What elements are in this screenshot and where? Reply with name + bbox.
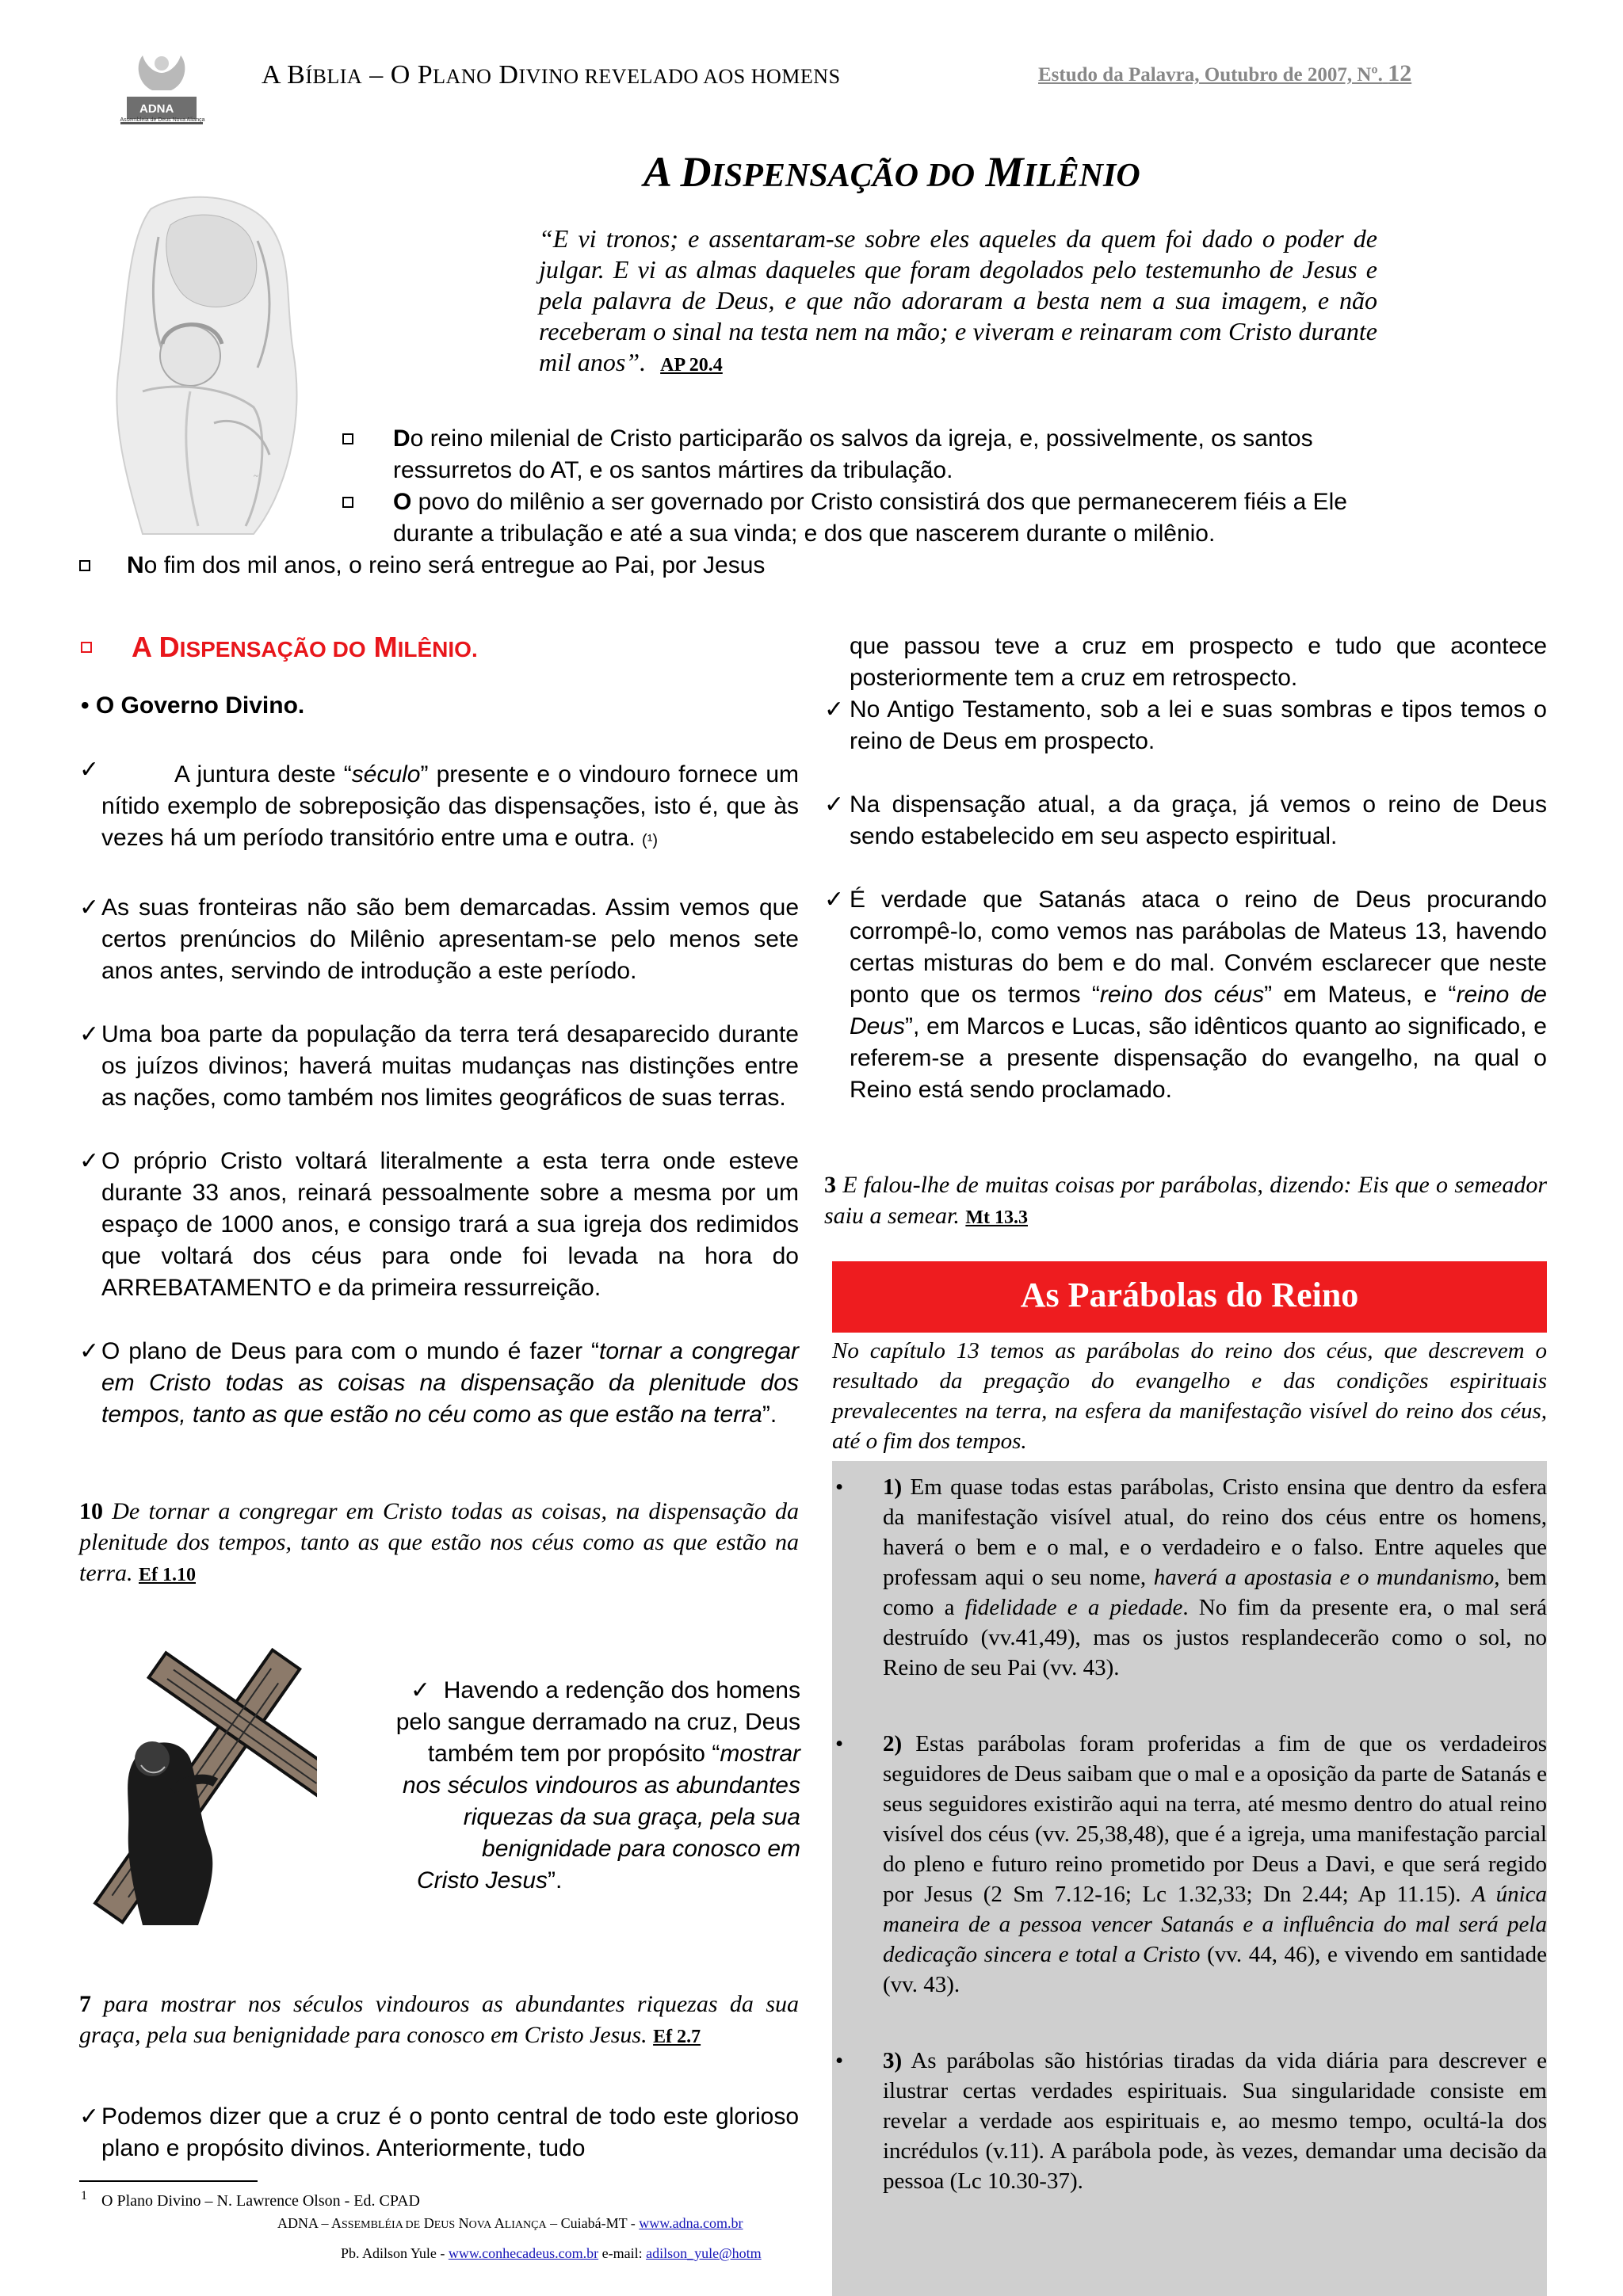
left-point-1: ✓ A juntura deste “século” presente e o vindouro fornece um nítido exemplo de sobreposição das dispensações, isto é, que às vezes há um período transitório entre uma e outra. (¹) — [79, 759, 799, 856]
opening-scripture-quote: “E vi tronos; e assentaram-se sobre eles aqueles da quem foi dado o poder de julgar. E vi as almas daqueles que foram degolados pelo testemunho de Jesus e pela palavra de Deus, e que não adoraram a besta nem a sua imagem, e não receberam o sinal na testa nem na mão; e viveram e reinaram com Cristo durante mil anos”. AP 20.4 — [539, 224, 1377, 376]
left-point-5: ✓ O plano de Deus para com o mundo é fazer “tornar a congregar em Cristo todas as coisas na dispensação da plenitude dos tempos, tanto as que estão no céu como as que estão na terra”. — [79, 1336, 799, 1431]
main-title: A DISPENSAÇÃO DO MILÊNIO — [643, 148, 1140, 196]
verse-ef-2-7: 7 para mostrar nos séculos vindouros as abundantes riquezas da sua graça, pela sua benignidade para conosco em Cristo Jesus. Ef 2.7 — [79, 1991, 799, 2048]
verse-ef-1-10: 10 De tornar a congregar em Cristo todas as coisas, na dispensação da plenitude dos tempos, tanto as que estão nos céus como as que estão na terra. Ef 1.10 — [79, 1498, 799, 1586]
bullet-dot-icon: • — [835, 2048, 844, 2073]
checkmark-icon: ✓ — [79, 757, 100, 783]
website-link[interactable]: www.adna.com.br — [639, 2215, 743, 2231]
footer-line-2: Pb. Adilson Yule - www.conhecadeus.com.br e-mail: adilson_yule@hotm — [341, 2245, 762, 2261]
svg-text:~: ~ — [254, 471, 258, 481]
checkmark-icon: ✓ — [824, 791, 845, 818]
section-heading: A DISPENSAÇÃO DO MILÊNIO. — [81, 631, 478, 664]
email-link[interactable]: adilson_yule@hotm — [646, 2245, 762, 2261]
parable-item-3: • 3) As parábolas são histórias tiradas da vida diária para descrever e ilustrar certas verdades espirituais. Sua singularidade consiste em revelar a verdade aos espirituais e, ao mesmo tempo, ocultá-la dos incrédulos (v.11). A parábola pode, às vezes, demandar uma decisão da pessoa (Lc 10.30-37). — [883, 2046, 1547, 2196]
checkmark-icon: ✓ — [79, 2103, 100, 2130]
bullet-dot-icon: • — [81, 692, 90, 719]
logo-label: ADNA — [136, 101, 177, 116]
edition-info: Estudo da Palavra, Outubro de 2007, Nº. 12 — [1038, 60, 1412, 86]
checkmark-icon: ✓ — [410, 1677, 431, 1703]
left-point-4: ✓ O próprio Cristo voltará literalmente a esta terra onde esteve durante 33 anos, reinará pessoalmente sobre a mesma por um espaço de 1000 anos, e consigo trará a sua igreja dos redimidos que voltará dos céus para onde foi levada na hora do ARREBATAMENTO e da primeira ressurreição. — [79, 1146, 799, 1304]
intro-bullet-3: No fim dos mil anos, o reino será entregue ao Pai, por Jesus — [79, 550, 951, 582]
checkmark-icon: ✓ — [824, 696, 845, 723]
parables-panel-title: As Parábolas do Reino — [832, 1261, 1547, 1333]
footnote-rule — [79, 2180, 258, 2182]
logo-subtext: Assembleia de Deus Nova Aliança — [120, 117, 205, 123]
subheading: • O Governo Divino. — [81, 692, 305, 719]
parables-panel-intro: No capítulo 13 temos as parábolas do reino dos céus, que descrevem o resultado da pregação do evangelho e das condições espirituais prevalecentes na terra, na esfera da manifestação visível do reino dos céus, até o fim dos tempos. — [832, 1338, 1547, 1454]
left-point-2: ✓ As suas fronteiras não são bem demarcadas. Assim vemos que certos prenúncios do Milênio apresentam-se pelo menos sete anos antes, servindo de introdução a este período. — [79, 892, 799, 987]
footnote: $^1$ O Plano Divino – N. Lawrence Olson - Ed. CPAD — [81, 2189, 421, 2210]
intro-bullet-2: O povo do milênio a ser governado por Cristo consistirá dos que permanecerem fiéis a Ele durante a tribulação e até a sua vinda; e dos que nascerem durante o milênio. — [342, 486, 1555, 550]
right-point-2: ✓ Na dispensação atual, a da graça, já vemos o reino de Deus sendo estabelecido em seu aspecto espiritual. — [824, 789, 1547, 852]
checkbox-bullet-icon — [79, 560, 90, 571]
parable-item-2: • 2) Estas parábolas foram proferidas a fim de que os verdadeiros seguidores de Deus saibam que o mal e a oposição da parte de Satanás e seus seguidores existirão aqui na terra, até mesmo dentro do atual reino visível dos céus (vv. 25,38,48), que é a igreja, uma manifestação parcial do pleno e futuro reino prometido por Deus a Davi, e que será regido por Jesus (2 Sm 7.12-16; Lc 1.32,33; Dn 2.44; Ap 11.15). A única maneira de a pessoa vencer Satanás e a influência do mal será pela dedicação sincera e total a Cristo (vv. 44, 46), e vivendo em santidade (vv. 43). — [883, 1729, 1547, 2000]
footer-line-1: ADNA – ASSEMBLÉIA DE DEUS NOVA ALIANÇA – Cuiabá-MT - www.adna.com.br — [277, 2215, 743, 2231]
checkmark-icon: ✓ — [79, 1338, 100, 1364]
bullet-dot-icon: • — [835, 1474, 844, 1500]
checkbox-bullet-icon — [342, 497, 353, 508]
intro-bullet-1: Do reino milenial de Cristo participarão os salvos da igreja, e, possivelmente, os santos ressurretos do AT, e os santos mártires da tribulação. — [342, 423, 1555, 486]
verse-mt-13-3: 3 E falou-lhe de muitas coisas por parábolas, dizendo: Eis que o semeador saiu a semear. Mt 13.3 — [824, 1172, 1547, 1229]
quote-reference: AP 20.4 — [660, 355, 723, 376]
right-continuation: que passou teve a cruz em prospecto e tudo que acontece posteriormente tem a cruz em retrospecto. — [850, 633, 1547, 691]
header-title: A BÍBLIA – O PLANO DIVINO REVELADO AOS HOMENS — [262, 60, 841, 90]
left-point-6: ✓ Podemos dizer que a cruz é o ponto central de todo este glorioso plano e propósito divinos. Anteriormente, tudo — [79, 2101, 799, 2164]
checkmark-icon: ✓ — [79, 1021, 100, 1047]
jesus-embracing-child-illustration — [95, 193, 337, 542]
website-link-2[interactable]: www.conhecadeus.com.br — [448, 2245, 599, 2261]
right-point-3: ✓ É verdade que Satanás ataca o reino de Deus procurando corrompê-lo, como vemos nas parábolas de Mateus 13, havendo certas misturas do bem e do mal. Convém esclarecer que neste ponto que os termos “reino dos céus” em Mateus, e “reino de Deus”, em Marcos e Lucas, são idênticos quanto ao significado, e referem-se a presente dispensação do evangelho, na qual o Reino está sendo proclamado. — [824, 884, 1547, 1106]
parable-item-1: • 1) Em quase todas estas parábolas, Cristo ensina que dentro da esfera da manifestação visível atual, do reino dos céus entre os homens, haverá o bem e o mal, e o verdadeiro e o falso. Entre aqueles que professam aqui o seu nome, haverá a apostasia e o mundanismo, bem como a fidelidade e a piedade. No fim da presente era, o mal será destruído (vv.41,49), mas os justos resplandecerão como o sol, no Reino de seu Pai (vv. 43). — [883, 1472, 1547, 1683]
adna-logo — [111, 49, 212, 128]
bullet-dot-icon: • — [835, 1731, 844, 1756]
checkbox-bullet-icon — [81, 642, 92, 653]
checkbox-bullet-icon — [342, 433, 353, 444]
left-point-3: ✓ Uma boa parte da população da terra terá desaparecido durante os juízos divinos; haverá muitas mudanças nas distinções entre as nações, como também nos limites geográficos de suas terras. — [79, 1019, 799, 1114]
checkmark-icon: ✓ — [79, 1148, 100, 1174]
man-carrying-cross-illustration — [79, 1640, 317, 1933]
right-point-1: ✓ No Antigo Testamento, sob a lei e suas sombras e tipos temos o reino de Deus em prospecto. — [824, 694, 1547, 757]
checkmark-icon: ✓ — [79, 894, 100, 921]
checkmark-icon: ✓ — [824, 887, 845, 913]
